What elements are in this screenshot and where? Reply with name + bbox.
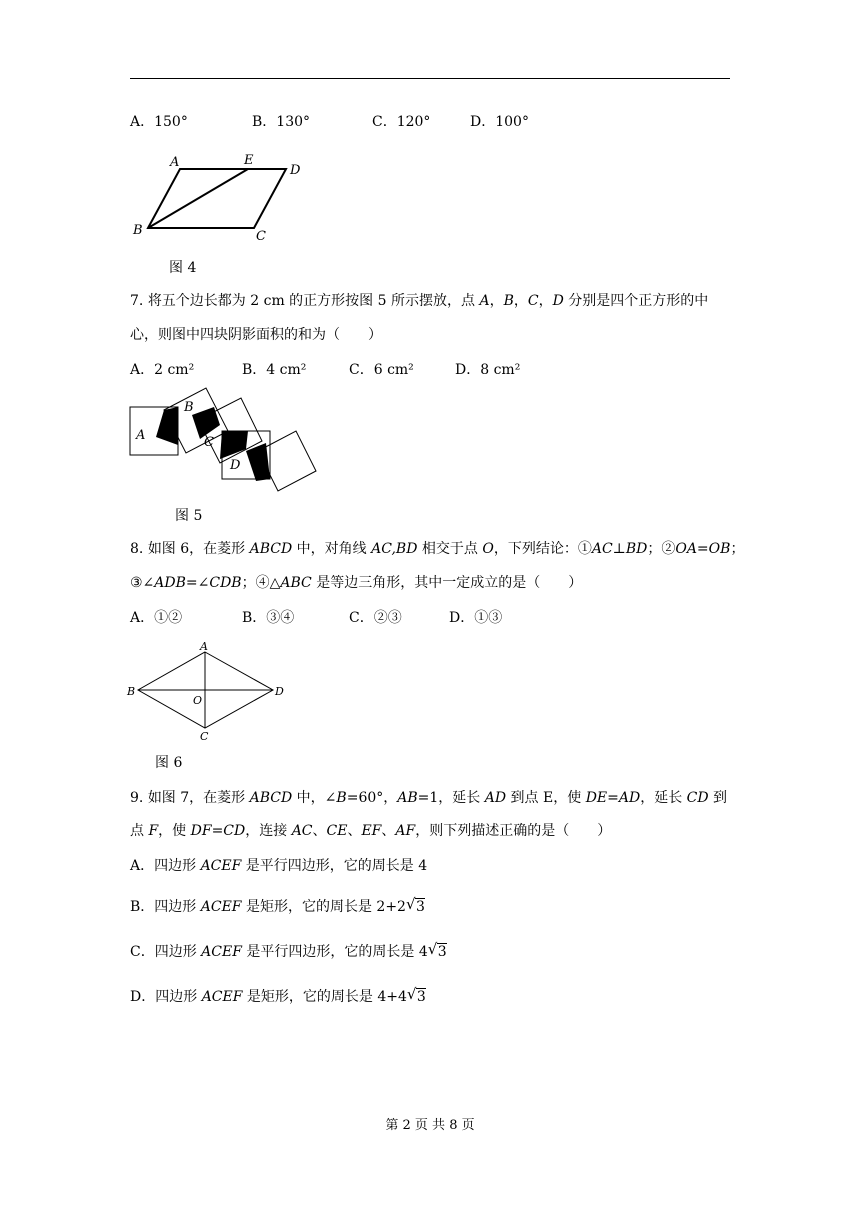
q9-ce: CE	[326, 823, 348, 839]
q9-ac: AC	[291, 823, 313, 839]
q8-text-1: 如图 6，在菱形	[147, 541, 250, 557]
q9-option-b-text-2: 是矩形，它的周长是 2+2	[241, 899, 406, 915]
q8-text-3: 相交于点	[417, 541, 483, 557]
figure-5-squares	[128, 385, 323, 497]
radical-sign: √	[405, 895, 416, 913]
q8-bd: BD	[625, 541, 648, 557]
q9-text-2: 中，∠	[292, 790, 337, 806]
q8-ac: AC	[591, 541, 613, 557]
label-a: A	[200, 640, 208, 653]
sqrt-3	[427, 940, 447, 961]
q8-cdb: CDB	[209, 575, 242, 591]
q9-option-b-text-1: B．四边形	[130, 899, 201, 915]
q9-number: 9.	[130, 790, 144, 806]
q6-option-d: D．100°	[470, 114, 529, 130]
q7-option-a: A．2 cm²	[130, 362, 195, 378]
q9-option-c-quad: ACEF	[201, 944, 242, 960]
q9-option-d-text-1: D．四边形	[130, 989, 202, 1005]
q9-text-4: =1，延长	[417, 790, 485, 806]
q9-ef: EF	[361, 823, 382, 839]
q8-adb: ADB	[154, 575, 186, 591]
q9-option-d-text-2: 是矩形，它的周长是 4+4	[242, 989, 407, 1005]
q9-stem-line-1	[130, 789, 727, 807]
q9-text-6: ，延长	[640, 790, 687, 806]
q9-option-b	[130, 895, 425, 916]
q9-abcd: ABCD	[249, 790, 293, 806]
q9-ad: AD	[484, 790, 507, 806]
q9-option-d-quad: ACEF	[201, 989, 243, 1005]
q9-text-8: 点	[130, 823, 149, 839]
q9-text-5: 到点 E，使	[506, 790, 586, 806]
q9-text-9: ，使	[158, 823, 191, 839]
q9-text-11: ，则下列描述正确的是（ ）	[415, 823, 612, 839]
q8-text-5: ；②	[647, 541, 676, 557]
label-a: A	[170, 155, 180, 170]
q9-option-a-text-1: A．四边形	[130, 858, 201, 874]
q9-sep-2: 、	[347, 823, 362, 839]
label-b: B	[133, 223, 143, 238]
q7-stem-line-1: 7. 将五个边长都为 2 cm 的正方形按图 5 所示摆放，点 A，B，C，D 分别是四个正方形的中	[130, 293, 709, 309]
q9-de-ad: DE=AD	[585, 790, 641, 806]
radicand: 3	[415, 899, 425, 915]
q8-oa-ob: OA=OB	[675, 541, 731, 557]
q8-option-b: B．③④	[242, 610, 295, 626]
q8-abc: ABC	[280, 575, 312, 591]
label-d: D	[275, 685, 284, 698]
label-c: C	[204, 435, 214, 450]
q8-stem-line-1: 8. 如图 6，在菱形 ABCD 中，对角线 AC,BD 相交于点 O，下列结论：①AC⊥BD；②OA=OB；	[130, 541, 745, 557]
q9-option-b-quad: ACEF	[200, 899, 242, 915]
label-c: C	[256, 229, 266, 244]
q9-option-a-text-2: 是平行四边形，它的周长是 4	[241, 858, 428, 874]
q7-point-d: D	[552, 293, 564, 309]
q8-text-6: ③∠	[130, 575, 155, 591]
q8-text-7: ；④△	[241, 575, 281, 591]
figure-6-rhombus	[125, 640, 290, 745]
label-e: E	[244, 153, 254, 168]
q8-number: 8.	[130, 541, 144, 557]
radical-sign: √	[406, 985, 417, 1003]
figure-4-parallelogram	[128, 150, 308, 245]
q9-option-d	[130, 985, 426, 1006]
q9-cd: CD	[686, 790, 709, 806]
sqrt-3	[405, 895, 425, 916]
page-footer: 第 2 页 共 8 页	[385, 1118, 475, 1133]
q7-text-2: 分别是四个正方形的中	[563, 293, 709, 309]
q8-point-o: O	[482, 541, 494, 557]
q9-text-3: =60°，	[346, 790, 398, 806]
q8-perp: ⊥	[612, 541, 626, 557]
q8-ac-bd: AC,BD	[371, 541, 418, 557]
q8-abcd: ABCD	[249, 541, 293, 557]
q9-text-10: ，连接	[245, 823, 292, 839]
label-d: D	[290, 163, 301, 178]
figure-4-caption: 图 4	[169, 260, 197, 276]
q9-sep-1: 、	[312, 823, 327, 839]
shaded-region-a	[156, 407, 178, 445]
q9-option-a	[130, 857, 427, 875]
q9-option-c-text-1: C．四边形	[130, 944, 202, 960]
q9-df-cd: DF=CD	[190, 823, 246, 839]
q9-option-c	[130, 940, 447, 961]
q6-option-a: A．150°	[130, 114, 188, 130]
q7-text-1: 将五个边长都为 2 cm 的正方形按图 5 所示摆放，点	[147, 293, 480, 309]
figure-6-caption: 图 6	[155, 755, 183, 771]
q8-option-c: C．②③	[349, 610, 402, 626]
shaded-region-d	[246, 443, 270, 481]
q6-option-b: B．130°	[252, 114, 311, 130]
q9-af: AF	[395, 823, 416, 839]
q9-sep-3: 、	[381, 823, 396, 839]
q8-option-d: D．①③	[449, 610, 503, 626]
q8-eq-angle: =∠	[185, 575, 210, 591]
q9-option-c-text-2: 是平行四边形，它的周长是 4	[241, 944, 428, 960]
q8-option-a: A．①②	[130, 610, 183, 626]
q7-point-c: C	[527, 293, 539, 309]
q9-text-1: 如图 7，在菱形	[147, 790, 250, 806]
q9-angle-b: B	[336, 790, 347, 806]
q8-text-2: 中，对角线	[292, 541, 372, 557]
radical-sign: √	[427, 940, 438, 958]
q7-point-b: B	[503, 293, 514, 309]
q7-option-b: B．4 cm²	[242, 362, 307, 378]
radicand: 3	[437, 944, 447, 960]
q7-option-c: C．6 cm²	[349, 362, 414, 378]
label-c: C	[200, 730, 209, 743]
q9-option-a-quad: ACEF	[200, 858, 242, 874]
label-a: A	[136, 428, 146, 443]
header-rule	[130, 78, 730, 79]
q8-stem-line-2	[130, 574, 582, 592]
figure-5-caption: 图 5	[175, 508, 203, 524]
q6-option-c: C．120°	[372, 114, 431, 130]
q7-number: 7.	[130, 293, 144, 309]
label-b: B	[184, 400, 194, 415]
radicand: 3	[416, 989, 426, 1005]
q7-point-a: A	[479, 293, 490, 309]
shaded-region-c	[220, 431, 248, 459]
parallelogram-abcd	[148, 169, 286, 228]
q9-text-7: 到	[708, 790, 728, 806]
q7-stem-line-2: 心，则图中四块阴影面积的和为（ ）	[130, 327, 382, 343]
q7-option-d: D．8 cm²	[455, 362, 521, 378]
sqrt-3	[406, 985, 426, 1006]
q8-text-8: 是等边三角形，其中一定成立的是（ ）	[311, 575, 583, 591]
label-d: D	[230, 458, 241, 473]
q9-stem-line-2	[130, 822, 611, 840]
label-o: O	[193, 694, 203, 707]
q9-point-f: F	[148, 823, 159, 839]
q8-text-4: ，下列结论：①	[493, 541, 592, 557]
q9-ab: AB	[397, 790, 418, 806]
label-b: B	[127, 685, 136, 698]
